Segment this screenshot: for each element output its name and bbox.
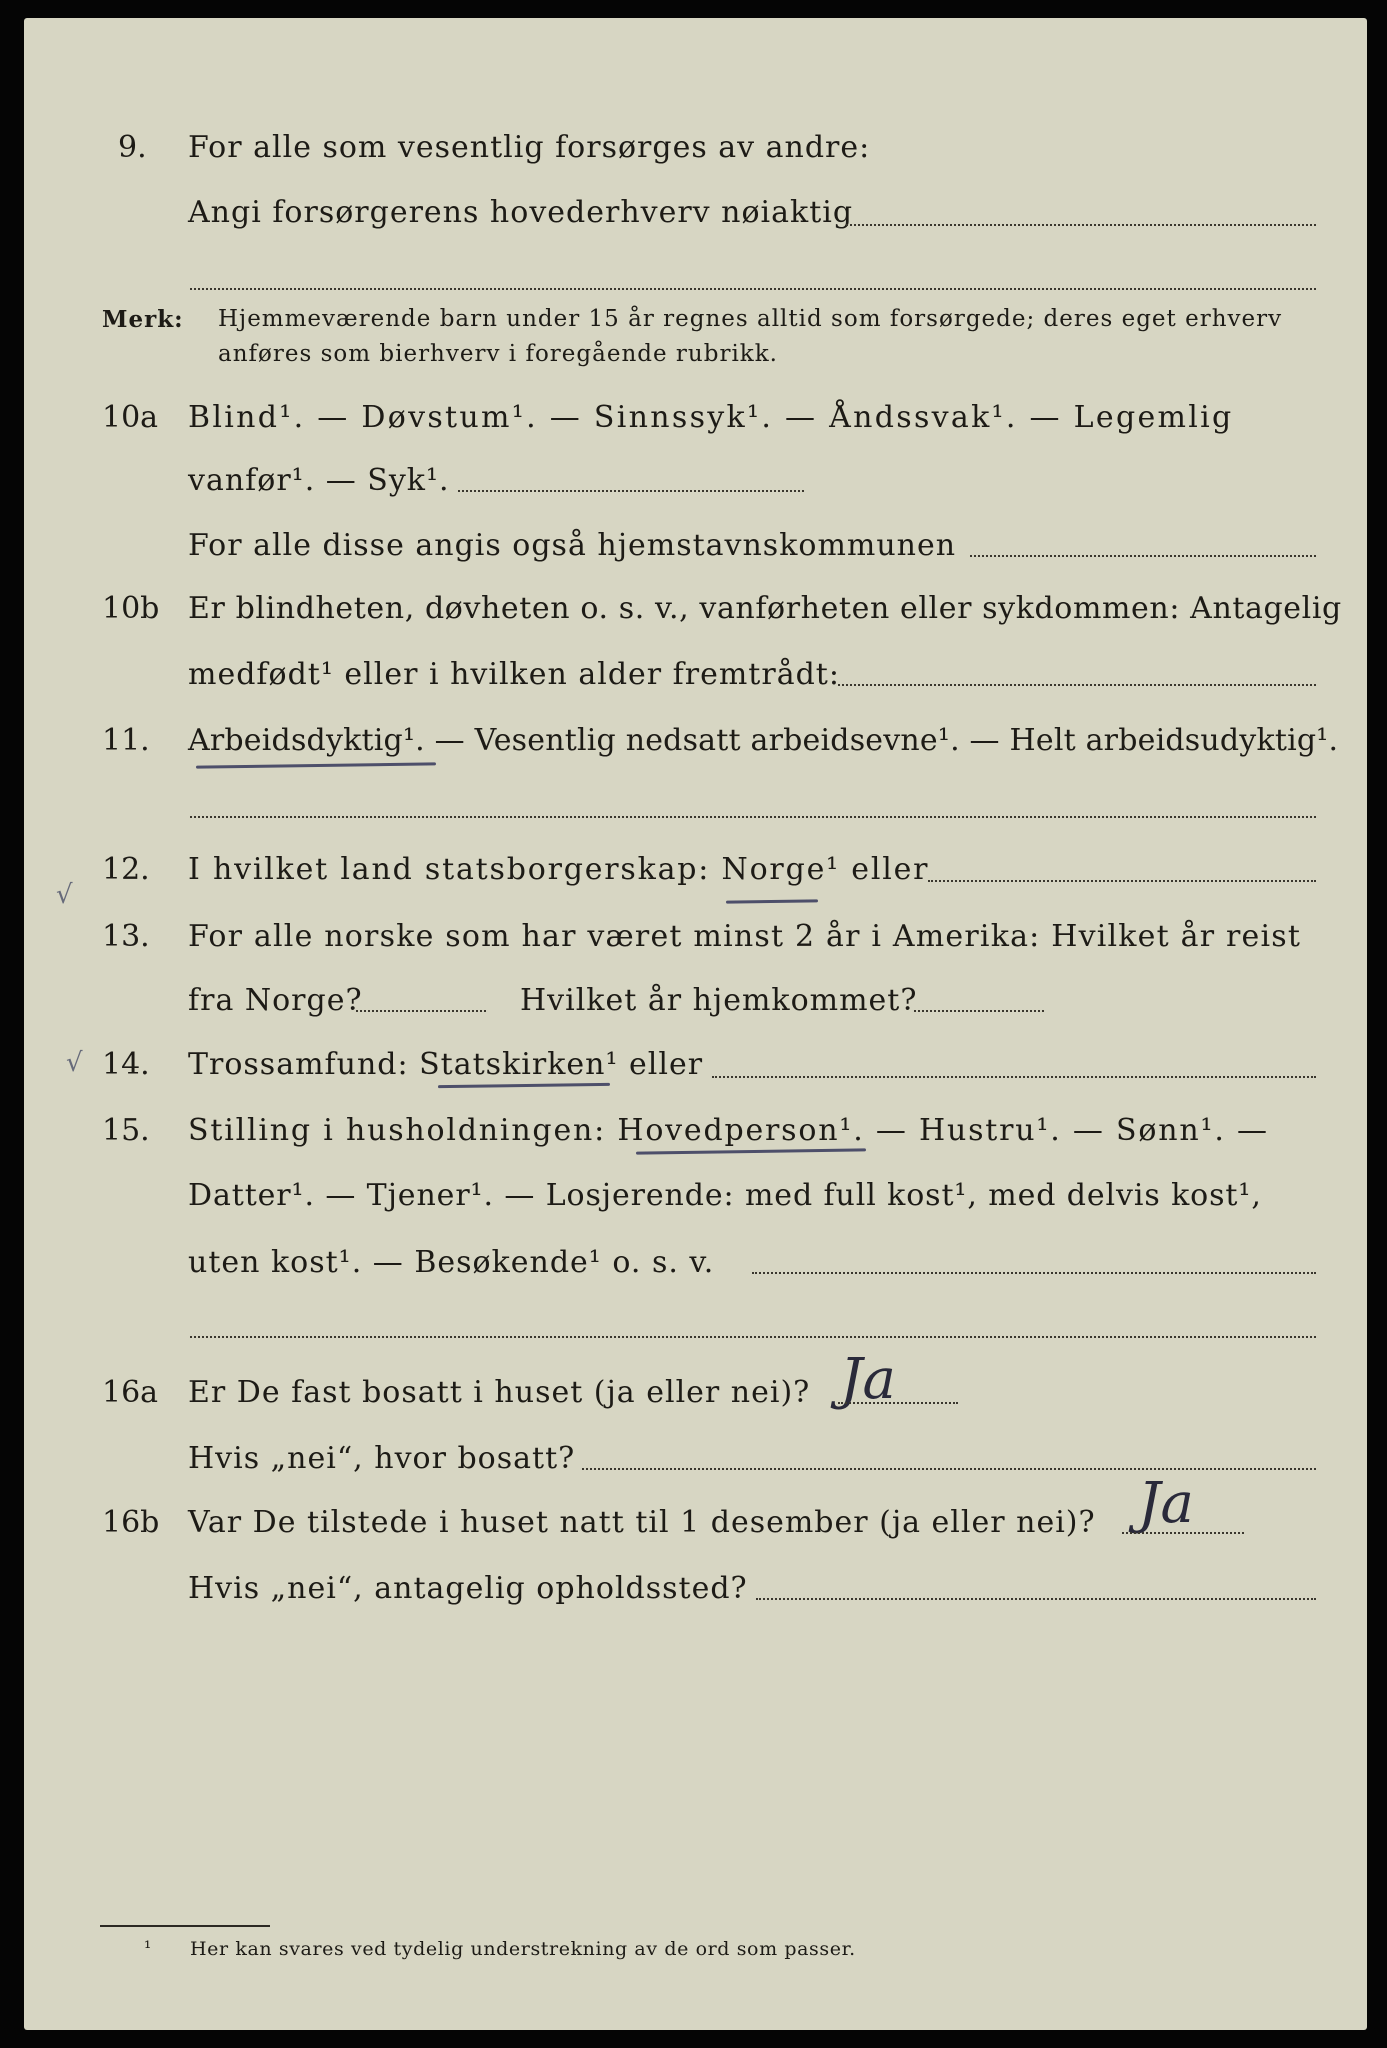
q10b-number: 10b bbox=[102, 591, 160, 626]
q9-number: 9. bbox=[118, 130, 147, 165]
footnote-text: Her kan svares ved tydelig understrekning av de ord som passer. bbox=[190, 1938, 856, 1960]
q11-line1: Arbeidsdyktig¹. — Vesentlig nedsatt arbeidsevne¹. — Helt arbeidsudyktig¹. bbox=[188, 723, 1339, 758]
q13-reist-line[interactable] bbox=[356, 1010, 486, 1012]
q13-line2b: Hvilket år hjemkommet? bbox=[520, 983, 918, 1018]
q16b-handwritten-answer[interactable]: Ja bbox=[1138, 1471, 1194, 1536]
q16b-answer-line[interactable] bbox=[1122, 1532, 1244, 1534]
q10a-number: 10a bbox=[102, 400, 159, 435]
q12-margin-check: √ bbox=[56, 880, 73, 910]
q15-answer-line[interactable] bbox=[752, 1272, 1316, 1274]
q16b-line2: Hvis „nei“, antagelig opholdssted? bbox=[188, 1571, 748, 1606]
q14-answer-line[interactable] bbox=[712, 1076, 1316, 1078]
q10b-line2: medfødt¹ eller i hvilken alder fremtrådt: bbox=[188, 657, 840, 692]
q12-number: 12. bbox=[102, 852, 150, 887]
q13-hjemkommet-line[interactable] bbox=[914, 1010, 1044, 1012]
q14-line1: Trossamfund: Statskirken¹ eller bbox=[188, 1047, 704, 1082]
q16b-number: 16b bbox=[102, 1505, 160, 1540]
q16a-line1: Er De fast bosatt i huset (ja eller nei)? bbox=[188, 1375, 811, 1410]
q16b-opholdssted-line[interactable] bbox=[756, 1598, 1316, 1600]
q9-line2: Angi forsørgerens hovederhverv nøiaktig bbox=[188, 195, 854, 230]
q16a-answer-line[interactable] bbox=[838, 1402, 958, 1404]
q16a-line2: Hvis „nei“, hvor bosatt? bbox=[188, 1441, 576, 1476]
q14-margin-check: √ bbox=[66, 1048, 83, 1078]
q15-number: 15. bbox=[102, 1113, 150, 1148]
q16a-handwritten-answer[interactable]: Ja bbox=[840, 1347, 896, 1412]
footnote-rule bbox=[100, 1925, 270, 1927]
q11-answer-line[interactable] bbox=[190, 816, 1316, 818]
q10a-answer-line[interactable] bbox=[458, 490, 804, 492]
merk-label: Merk: bbox=[102, 306, 184, 333]
q13-number: 13. bbox=[102, 919, 150, 954]
q9-line1: For alle som vesentlig forsørges av andre: bbox=[188, 130, 871, 165]
merk-line1: Hjemmeværende barn under 15 år regnes alltid som forsørgede; deres eget erhverv bbox=[218, 306, 1283, 332]
q15-line3: uten kost¹. — Besøkende¹ o. s. v. bbox=[188, 1245, 715, 1280]
q10a-line1: Blind¹. — Døvstum¹. — Sinnssyk¹. — Åndssvak¹. — Legemlig bbox=[188, 400, 1234, 435]
q16a-number: 16a bbox=[102, 1375, 159, 1410]
q13-line1: For alle norske som har været minst 2 år i Amerika: Hvilket år reist bbox=[188, 919, 1302, 954]
q11-number: 11. bbox=[102, 723, 150, 758]
q12-answer-line[interactable] bbox=[928, 880, 1316, 882]
footnote-mark: ¹ bbox=[144, 1938, 153, 1959]
merk-line2: anføres som bierhverv i foregående rubrikk. bbox=[218, 341, 778, 367]
q10b-answer-line[interactable] bbox=[838, 684, 1316, 686]
q15-line2: Datter¹. — Tjener¹. — Losjerende: med full kost¹, med delvis kost¹, bbox=[188, 1178, 1262, 1213]
q9-answer-line-2[interactable] bbox=[190, 288, 1316, 290]
q12-line1: I hvilket land statsborgerskap: Norge¹ eller bbox=[188, 852, 930, 887]
q14-number: 14. bbox=[102, 1047, 150, 1082]
q15-answer-line-2[interactable] bbox=[190, 1336, 1316, 1338]
q10a-line3: For alle disse angis også hjemstavnskommunen bbox=[188, 528, 957, 563]
q15-line1: Stilling i husholdningen: Hovedperson¹. — Hustru¹. — Sønn¹. — bbox=[188, 1113, 1269, 1148]
q16b-line1: Var De tilstede i huset natt til 1 desember (ja eller nei)? bbox=[188, 1505, 1096, 1540]
q9-answer-line[interactable] bbox=[846, 224, 1316, 226]
q13-line2a: fra Norge? bbox=[188, 983, 363, 1018]
q10a-hjemstavn-line[interactable] bbox=[970, 555, 1316, 557]
q10a-line2: vanfør¹. — Syk¹. bbox=[188, 463, 450, 498]
q16a-bosatt-line[interactable] bbox=[582, 1468, 1316, 1470]
q10b-line1: Er blindheten, døvheten o. s. v., vanførheten eller sykdommen: Antagelig bbox=[188, 591, 1342, 626]
